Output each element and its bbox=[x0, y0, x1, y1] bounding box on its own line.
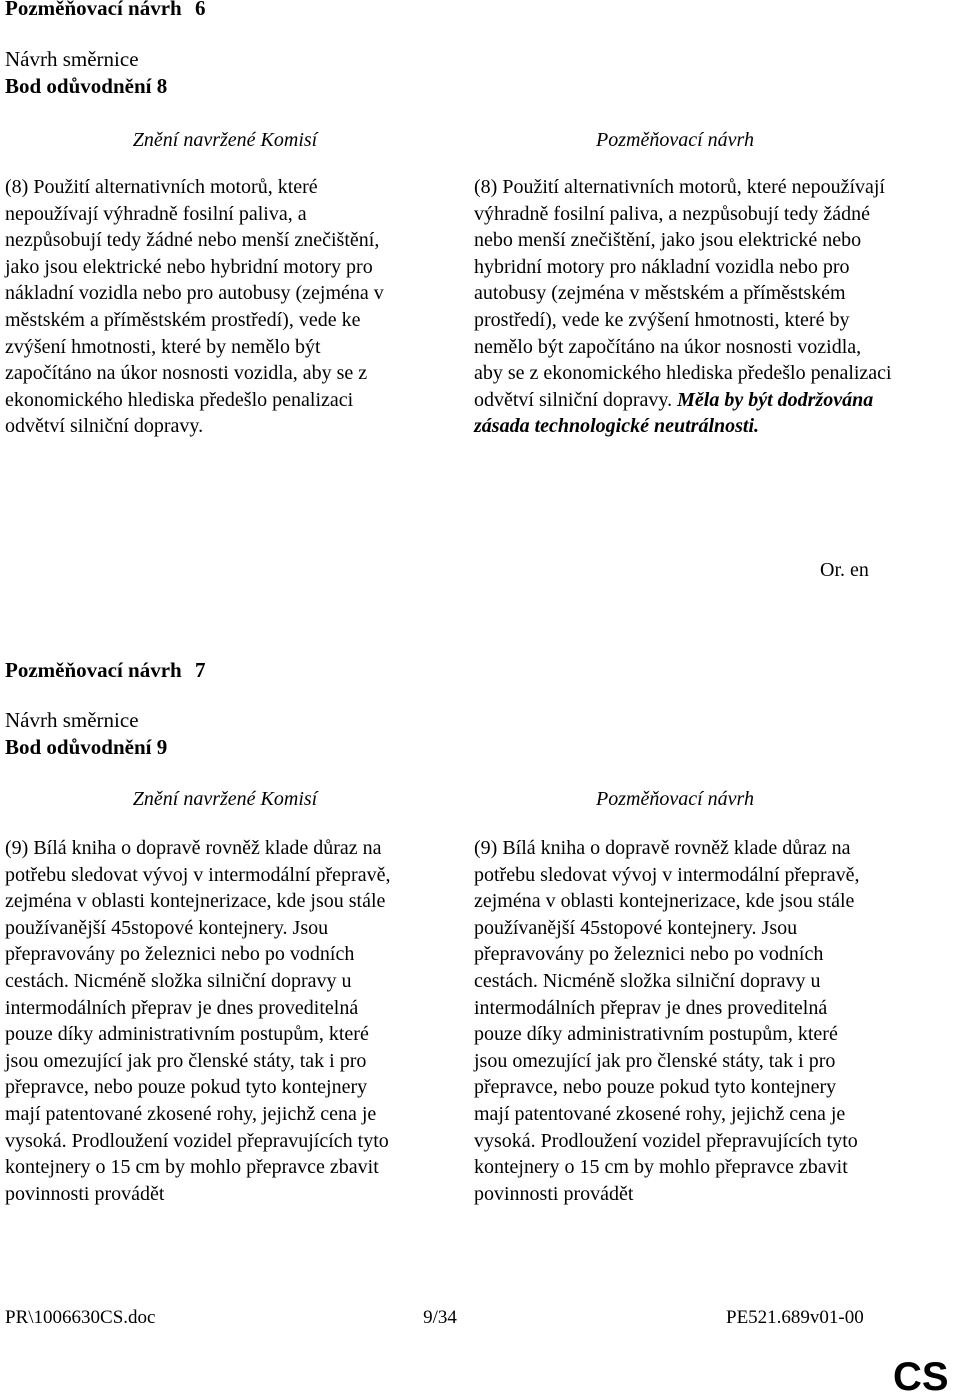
amendment-6-right-paragraph bbox=[474, 174, 892, 440]
footer-doc-file: PR\1006630CS.doc bbox=[5, 1307, 156, 1328]
amendment-7-number: 7 bbox=[194, 658, 206, 682]
amendment-6-left-text bbox=[5, 174, 405, 440]
footer-page-number: 9/34 bbox=[423, 1307, 457, 1328]
amendment-7-title-label: Pozměňovací návrh bbox=[5, 658, 182, 682]
amendment-7-left-paragraph: (9) Bílá kniha o dopravě rovněž klade důraz na potřebu sledovat vývoj v intermodální přepravě, zejména v oblasti kontejnerizace, kde jsou stále používanější 45stopové kontejnery. Jsou přepravovány po železnici nebo po vodních cestách. Nicméně složka silniční dopravy u intermodálních přeprav je dnes proveditelná pouze díky administrativním postupům, které jsou omezující jak pro členské státy, tak i pro přepravce, nebo pouze pokud tyto kontejnery mají patentované zkosené rohy, jejichž cena je vysoká. Prodloužení vozidel přepravujících tyto kontejnery o 15 cm by mohlo přepravce zbavit povinnosti provádět bbox=[5, 837, 391, 1205]
amendment-6-original-language: Or. en bbox=[820, 559, 869, 581]
amendment-7-doc-ref: Návrh směrnice bbox=[5, 708, 139, 732]
amendment-6-right-header: Pozměňovací návrh bbox=[596, 129, 754, 151]
amendment-7-right-paragraph: (9) Bílá kniha o dopravě rovněž klade důraz na potřebu sledovat vývoj v intermodální přepravě, zejména v oblasti kontejnerizace, kde jsou stále používanější 45stopové kontejnery. Jsou přepravovány po železnici nebo po vodních cestách. Nicméně složka silniční dopravy u intermodálních přeprav je dnes proveditelná pouze díky administrativním postupům, které jsou omezující jak pro členské státy, tak i pro přepravce, nebo pouze pokud tyto kontejnery mají patentované zkosené rohy, jejichž cena je vysoká. Prodloužení vozidel přepravujících tyto kontejnery o 15 cm by mohlo přepravce zbavit povinnosti provádět bbox=[474, 837, 860, 1205]
amendment-6-title-label: Pozměňovací návrh bbox=[5, 0, 182, 20]
amendment-7-title bbox=[5, 657, 205, 683]
amendment-7-target: Bod odůvodnění 9 bbox=[5, 735, 168, 759]
amendment-6-right-addition: Měla by být dodržována zásada technologické neutrálnosti. bbox=[474, 388, 874, 438]
footer-pe-number: PE521.689v01-00 bbox=[726, 1307, 864, 1328]
amendment-7-right-header: Pozměňovací návrh bbox=[596, 788, 754, 810]
amendment-6-right-base: (8) Použití alternativních motorů, které nepoužívají výhradně fosilní paliva, a nezpůsobují tedy žádné nebo menší znečištění, jako jsou elektrické nebo hybridní motory pro nákladní vozidla nebo pro autobusy (zejména v městském a příměstském prostředí), vede ke zvýšení hmotnosti, které by nemělo být započítáno na úkor nosnosti vozidla, aby se z ekonomického hlediska předešlo penalizaci odvětví silniční dopravy. bbox=[474, 176, 892, 411]
amendment-6-right-text bbox=[474, 174, 892, 440]
amendment-6-target: Bod odůvodnění 8 bbox=[5, 74, 168, 98]
amendment-6-left-paragraph: (8) Použití alternativních motorů, které nepoužívají výhradně fosilní paliva, a nezpůsobují tedy žádné nebo menší znečištění, jako jsou elektrické nebo hybridní motory pro nákladní vozidla nebo pro autobusy (zejména v městském a příměstském prostředí), vede ke zvýšení hmotnosti, které by nemělo být započítáno na úkor nosnosti vozidla, aby se z ekonomického hlediska předešlo penalizaci odvětví silniční dopravy. bbox=[5, 176, 384, 438]
amendment-6-left-header: Znění navržené Komisí bbox=[132, 129, 318, 151]
amendment-7-left-text bbox=[5, 835, 405, 1207]
amendment-7-left-header: Znění navržené Komisí bbox=[132, 788, 318, 810]
amendment-6-title bbox=[5, 0, 205, 21]
footer-language-code: CS bbox=[893, 1355, 949, 1399]
amendment-6-doc-ref: Návrh směrnice bbox=[5, 47, 139, 71]
amendment-7-right-text bbox=[474, 835, 874, 1207]
amendment-6-number: 6 bbox=[194, 0, 206, 20]
